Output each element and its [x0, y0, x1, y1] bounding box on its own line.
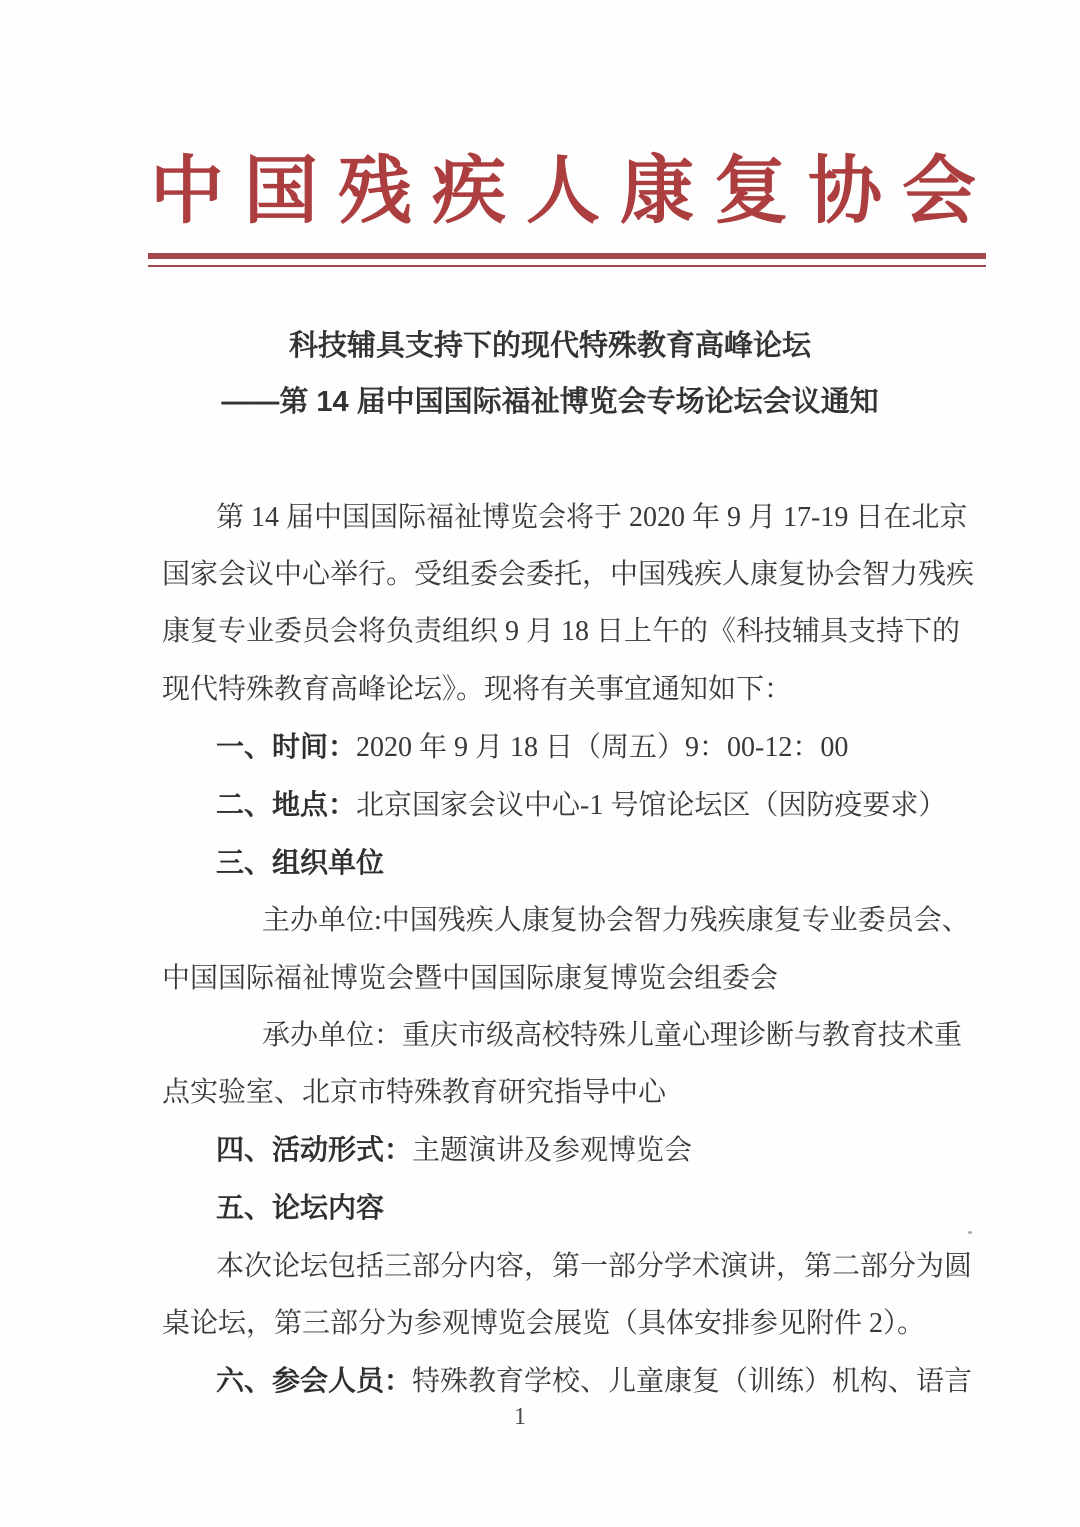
paragraph-intro-line-4	[162, 661, 924, 718]
line-text: 主办单位:中国残疾人康复协会智力残疾康复专业委员会、	[262, 905, 970, 937]
organization-name: 中国残疾人康复协会	[150, 151, 996, 233]
section-time-line	[162, 718, 924, 776]
line-text: 特殊教育学校、儿童康复（训练）机构、语言	[412, 1366, 973, 1398]
document-title: 科技辅具支持下的现代特殊教育高峰论坛	[288, 330, 811, 362]
line-text: 本次论坛包括三部分内容，第一部分学术演讲，第二部分为圆	[216, 1250, 973, 1282]
undertaker-unit-line-1	[162, 1007, 963, 1064]
host-unit-line-1	[162, 892, 970, 949]
undertaker-unit-line-2	[162, 1064, 924, 1121]
line-text: 国家会议中心举行。受组委会委托，中国残疾人康复协会智力残疾	[162, 559, 975, 591]
page-number: 1	[514, 1404, 526, 1430]
line-text: 承办单位：重庆市级高校特殊儿童心理诊断与教育技术重	[262, 1019, 963, 1051]
line-text: 现代特殊教育高峰论坛》。现将有关事宜通知如下：	[162, 673, 793, 705]
section-label-location: 二、地点：	[216, 789, 357, 821]
line-text: 第 14 届中国国际福祉博览会将于 2020 年 9 月 17-19 日在北京	[216, 502, 968, 533]
section-label-time: 一、时间：	[216, 730, 357, 762]
section-label-forum-content: 五、论坛内容	[216, 1192, 385, 1224]
host-unit-line-2	[162, 950, 924, 1007]
page-footer	[0, 1402, 1040, 1432]
scan-artifact-dot	[968, 1231, 972, 1234]
section-label-organizers: 三、组织单位	[216, 847, 385, 879]
line-text: 主题演讲及参观博览会	[412, 1135, 693, 1167]
line-text: 桌论坛，第三部分为参观博览会展览（具体安排参见附件 2）。	[162, 1307, 926, 1339]
section-activity-format-line	[162, 1121, 924, 1179]
section-forum-content-heading	[162, 1179, 924, 1237]
line-text: 点实验室、北京市特殊教育研究指导中心	[162, 1077, 667, 1109]
letterhead-rule-thin	[148, 265, 986, 267]
line-text: 北京国家会议中心-1 号馆论坛区（因防疫要求）	[356, 790, 947, 822]
section-location-line	[162, 776, 947, 834]
document-body	[162, 489, 975, 1410]
section-label-participants: 六、参会人员：	[216, 1365, 413, 1397]
document-subtitle: ——第 14 届中国国际福祉博览会专场论坛会议通知	[221, 386, 879, 418]
section-organizers-heading	[162, 834, 924, 892]
line-text: 中国国际福祉博览会暨中国国际康复博览会组委会	[162, 962, 779, 994]
line-text: 康复专业委员会将负责组织 9 月 18 日上午的《科技辅具支持下的	[162, 616, 961, 648]
letterhead	[150, 148, 996, 236]
paragraph-intro-line-1	[162, 489, 968, 546]
paragraph-intro-line-2	[162, 546, 975, 603]
forum-content-line-2	[162, 1295, 924, 1352]
paragraph-intro-line-3	[162, 603, 961, 660]
letterhead-rule-thick	[148, 253, 986, 259]
section-label-activity-format: 四、活动形式：	[216, 1134, 413, 1166]
line-text: 2020 年 9 月 18 日（周五）9：00-12：00	[356, 731, 849, 763]
forum-content-line-1	[162, 1238, 973, 1295]
document-title-block	[150, 330, 950, 418]
